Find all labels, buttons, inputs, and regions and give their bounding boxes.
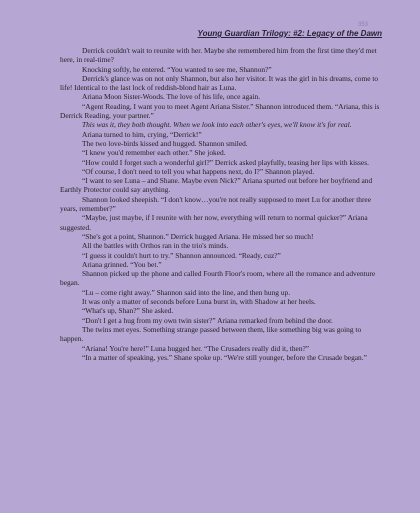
paragraph: Derrick couldn't wait to reunite with her. Maybe she remembered him from the first time they'd met here, in real-time? [60, 46, 377, 65]
paragraph: “How could I forget such a wonderful girl?” Derrick asked playfully, teasing her lips with kisses. [82, 157, 369, 167]
body-text [60, 46, 380, 362]
paragraph: “Lu – come right away.” Shannon said into the line, and then hung up. [82, 287, 291, 297]
paragraph: “Maybe, just maybe, if I reunite with her now, everything will return to normal quicker?” Ariana suggested. [60, 213, 368, 232]
paragraph: It was only a matter of seconds before Luna burst in, with Shadow at her heels. [82, 297, 316, 307]
paragraph: Ariana grinned. “You bet.” [82, 259, 162, 269]
paragraph: “She's got a point, Shannon.” Derrick hugged Ariana. He missed her so much! [82, 231, 314, 241]
paragraph: The two love-birds kissed and hugged. Shannon smiled. [82, 138, 248, 148]
paragraph: “I want to see Luna – and Shane. Maybe even Nick?” Ariana spurted out before her boyfriend and Earthly Protector could say anything. [60, 176, 373, 195]
running-header-title: Young Guardian Trilogy: #2: Legacy of the Dawn [197, 29, 382, 38]
paragraph: “Don't I get a hug from my own twin sister?” Ariana remarked from behind the door. [82, 315, 333, 325]
paragraph: “I knew you'd remember each other.” She joked. [82, 148, 226, 158]
paragraph: Shannon looked sheepish. “I don't know…you're not really supposed to meet Lu for another three years, remember?” [60, 194, 371, 214]
page-number: 353 [357, 22, 368, 28]
paragraph: “I guess it couldn't hurt to try.” Shannon announced. “Ready, cuz?” [82, 250, 281, 260]
paragraph: This was it, they both thought. When we look into each other's eyes, we'll know it's for real. [82, 120, 352, 130]
paragraph: All the battles with Orthos ran in the trio's minds. [82, 241, 229, 251]
paragraph: “Of course, I don't need to tell you what happens next, do I?” Shannon played. [82, 166, 315, 176]
paragraph: Ariana Moon Sister-Woods. The love of his life, once again. [82, 92, 261, 102]
paragraph: “Ariana! You're here!” Luna hugged her. “The Crusaders really did it, then?” [82, 343, 310, 353]
paragraph: “Agent Reading, I want you to meet Agent Ariana Sister.” Shannon introduced them. “Ariana, this is Derrick Reading, your partner.” [60, 101, 380, 121]
paragraph: The twins met eyes. Something strange passed between them, like something big was going to happen. [60, 324, 362, 344]
paragraph: Shannon picked up the phone and called Fourth Floor's room, where all the romance and adventure began. [60, 269, 376, 288]
paragraph: Ariana turned to him, crying, “Derrick!” [82, 129, 202, 139]
paragraph: “What's up, Shan?” She asked. [82, 306, 174, 316]
paragraph: Derrick's glance was on not only Shannon, but also her visitor. It was the girl in his dreams, come to life! Identical to the last lock of reddish-blond hair as Luna. [60, 73, 379, 93]
paragraph: Knocking softly, he entered. “You wanted to see me, Shannon?” [82, 64, 272, 74]
paragraph: “In a matter of speaking, yes.” Shane spoke up. “We're still younger, before the Crusade began.” [82, 352, 367, 362]
